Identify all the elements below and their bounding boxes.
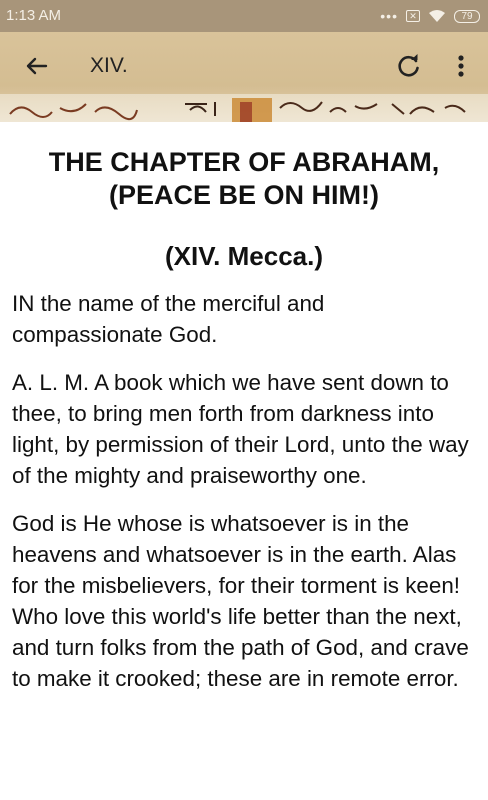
verse-paragraph: A. L. M. A book which we have sent down to thee, to bring men forth from darkness into light, by permission of their Lord, unto the way of the mighty and praiseworthy one. (12, 370, 469, 488)
manuscript-banner-image (0, 94, 488, 122)
battery-icon: 79 (454, 10, 480, 23)
refresh-icon (394, 51, 424, 81)
more-options-button[interactable] (446, 51, 476, 81)
chapter-content (0, 122, 488, 800)
page-title: XIV. (90, 54, 128, 77)
verse-paragraph: IN the name of the merciful and compassionate God. (12, 291, 325, 347)
chapter-heading: THE CHAPTER OF ABRAHAM, (PEACE BE ON HIM!) (48, 147, 440, 210)
chapter-subheading: (XIV. Mecca.) (164, 241, 323, 271)
verse-paragraph: God is He whose is whatsoever is in the heavens and whatsoever is in the earth. Alas for the misbelievers, for their torment is keen! Who love this world's life better than the next, and turn folks from the path of God, and crave to make it crooked; these are in remote error. (12, 511, 469, 691)
arrow-back-icon (20, 50, 52, 82)
notification-dots-icon: ••• (380, 8, 398, 24)
status-bar (0, 0, 488, 32)
status-icons (380, 6, 480, 26)
more-vert-icon (446, 51, 476, 81)
no-sim-icon: ✕ (406, 10, 420, 22)
back-button[interactable] (20, 50, 52, 82)
status-time: 1:13 AM (6, 7, 62, 24)
refresh-button[interactable] (394, 51, 424, 81)
wifi-icon (428, 9, 446, 23)
app-bar (0, 32, 488, 122)
